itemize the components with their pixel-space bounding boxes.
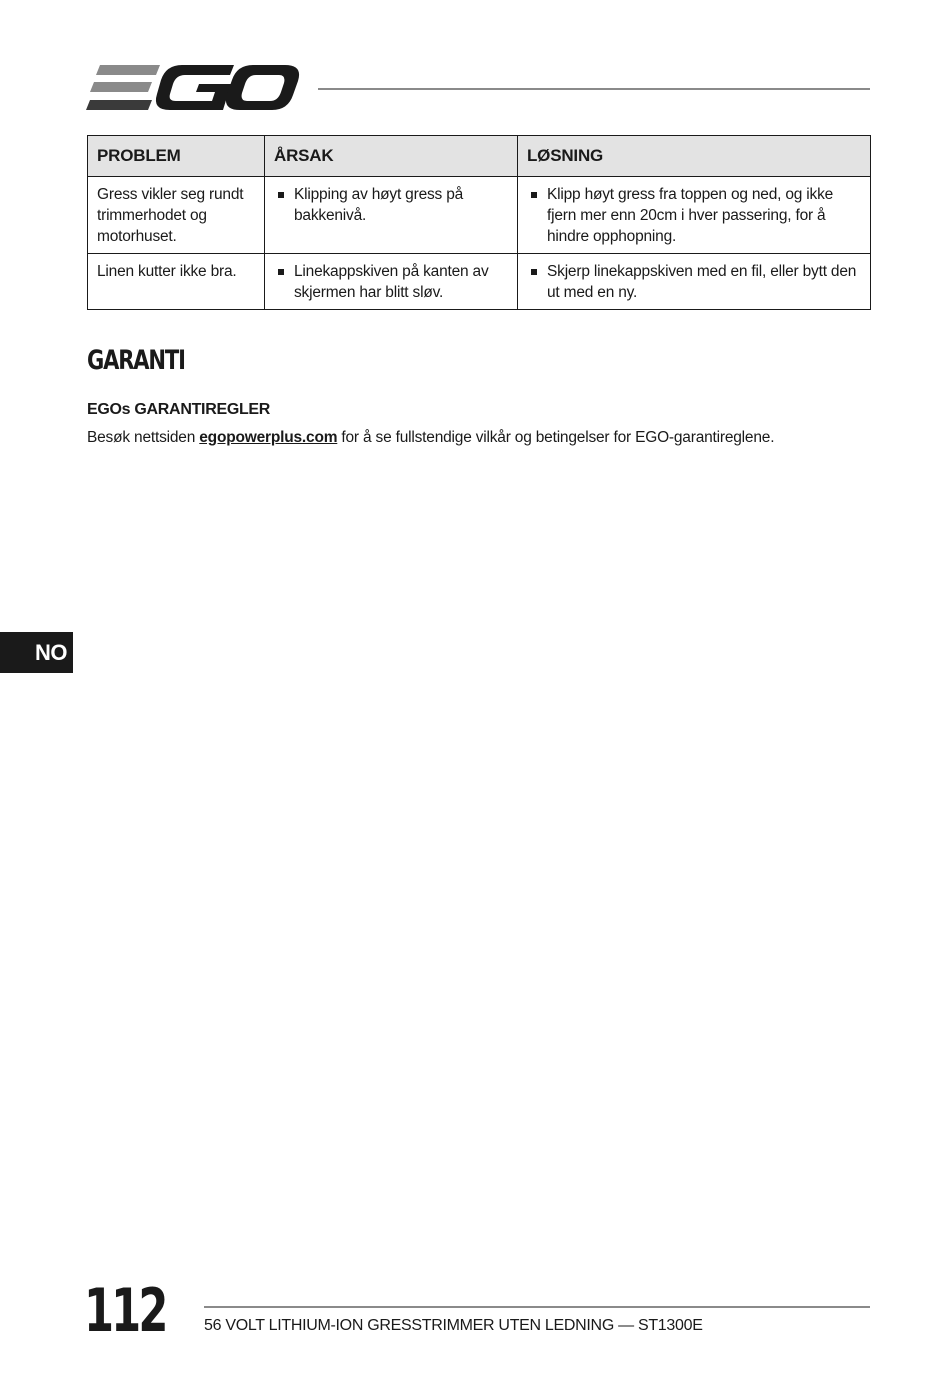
table-header-row — [88, 136, 871, 177]
problem-text: Linen kutter ikke bra. — [97, 263, 237, 280]
header-cause: ÅRSAK — [265, 136, 518, 177]
table-row — [88, 254, 871, 310]
language-tab: NO — [0, 632, 73, 673]
warranty-text-after: for å se fullstendige vilkår og betingelser for EGO-garantireglene. — [337, 429, 775, 446]
troubleshooting-table — [87, 135, 871, 310]
footer-text: 56 VOLT LITHIUM-ION GRESSTRIMMER UTEN LEDNING — ST1300E — [204, 1317, 703, 1334]
cell-problem — [88, 177, 265, 254]
cause-text: Linekappskiven på kanten av skjermen har blitt sløv. — [274, 261, 508, 303]
solution-text: Klipp høyt gress fra toppen og ned, og ikke fjern mer enn 20cm i hver passering, for å hindre opphopning. — [527, 184, 861, 247]
problem-text: Gress vikler seg rundt trimmerhodet og motorhuset. — [97, 186, 244, 245]
cell-cause — [265, 254, 518, 310]
warranty-text — [87, 429, 774, 447]
cell-solution — [518, 254, 871, 310]
cell-solution — [518, 177, 871, 254]
warranty-link[interactable]: egopowerplus.com — [199, 429, 338, 446]
section-title: GARANTI — [87, 345, 185, 376]
cell-problem — [88, 254, 265, 310]
footer-rule — [204, 1306, 870, 1308]
warranty-text-before: Besøk nettsiden — [87, 429, 200, 446]
warranty-subtitle: EGOs GARANTIREGLER — [87, 401, 271, 418]
page-number: 112 — [84, 1276, 166, 1346]
header-problem: PROBLEM — [88, 136, 265, 177]
header-rule — [318, 88, 870, 90]
cell-cause — [265, 177, 518, 254]
cause-text: Klipping av høyt gress på bakkenivå. — [274, 184, 508, 226]
ego-logo — [86, 62, 300, 114]
header-solution: LØSNING — [518, 136, 871, 177]
solution-text: Skjerp linekappskiven med en fil, eller bytt den ut med en ny. — [527, 261, 861, 303]
table-row — [88, 177, 871, 254]
